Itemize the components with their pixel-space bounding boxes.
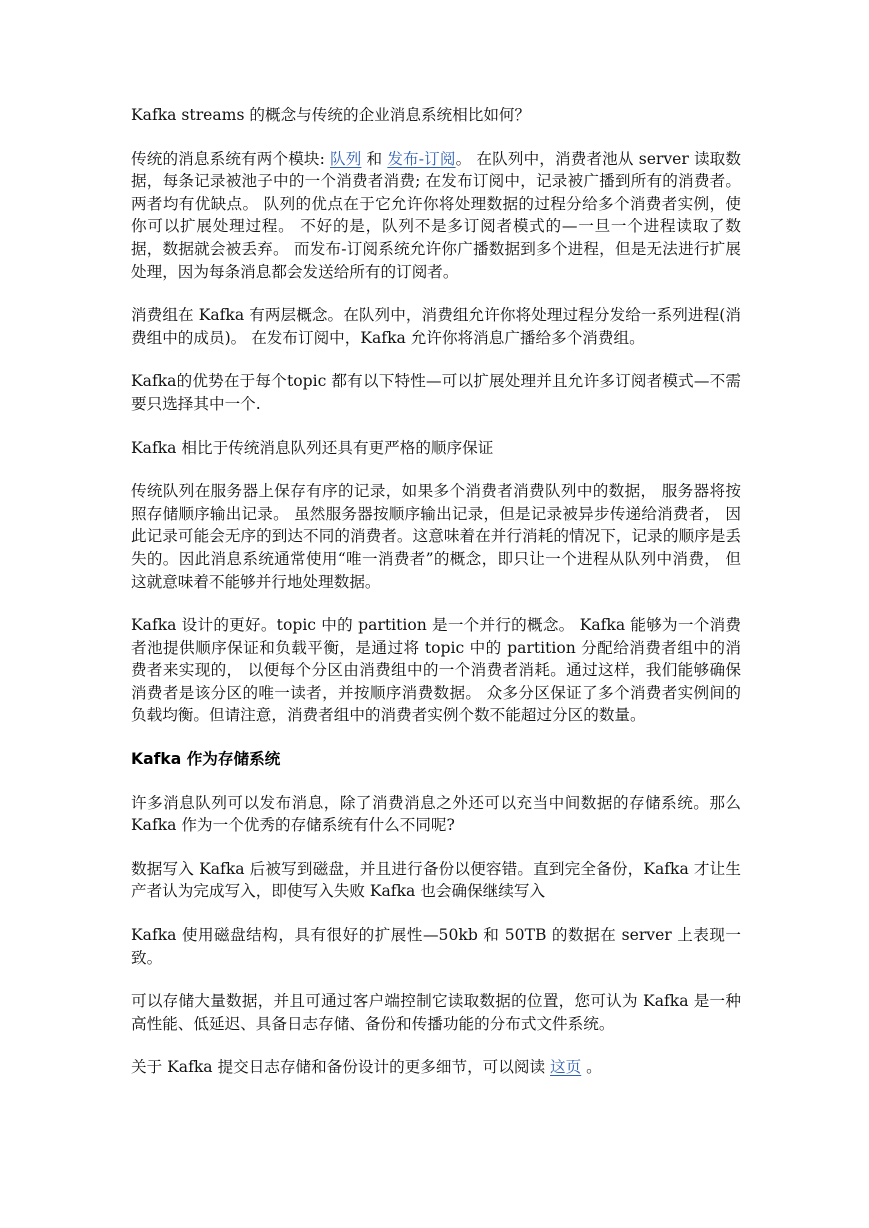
p1-text-a: 传统的消息系统有两个模块: <box>131 149 330 168</box>
ordering-guarantee-paragraph: Kafka 相比于传统消息队列还具有更严格的顺序保证 <box>131 438 494 457</box>
p11-text-b: 。 <box>581 1058 602 1077</box>
traditional-queue-paragraph: 传统队列在服务器上保存有序的记录，如果多个消费者消费队列中的数据， 服务器将按照存储顺序输出记录。 虽然服务器按顺序输出记录，但是记录被异步传递给消费者， 因此记录可能会无序的到达不同的消费者。这意味着在并行消耗的情况下，记录的顺序是丢失的。因此消息系统通常使用“唯一消费者”的概念，即只让一个进程从队列中消费， 但这就意味着不能够并行地处理数据。 <box>131 482 741 591</box>
more-details-paragraph <box>131 1056 741 1079</box>
disk-structure-paragraph: Kafka 使用磁盘结构，具有很好的扩展性—50kb 和 50TB 的数据在 server 上表现一致。 <box>131 926 741 967</box>
question-paragraph: Kafka streams 的概念与传统的企业消息系统相比如何？ <box>131 106 531 124</box>
kafka-design-paragraph: Kafka 设计的更好。topic 中的 partition 是一个并行的概念。 Kafka 能够为一个消费者池提供顺序保证和负载平衡，是通过将 topic 中的 partition 分配给消费者组中的消费者来实现的， 以便每个分区由消费组中的一个消费者消耗。通过这样，我们能够确保消费者是该分区的唯一读者，并按顺序消费数据。 众多分区保证了多个消费者实例间的负载均衡。但请注意，消费者组中的消费者实例个数不能超过分区的数量。 <box>131 616 741 725</box>
p1-text-c: 。 在队列中，消费者池从 server 读取数据，每条记录被池子中的一个消费者消费; 在发布订阅中，记录被广播到所有的消费者。两者均有优缺点。 队列的优点在于它允许你将处理数据的过程分给多个消费者实例，使你可以扩展处理过程。 不好的是，队列不是多订阅者模式的—一旦一个进程读取了数据，数据就会被丢弃。 而发布-订阅系统允许你广播数据到多个进程，但是无法进行扩展处理，因为每条消息都会发送给所有的订阅者。 <box>131 149 741 281</box>
large-storage-paragraph: 可以存储大量数据，并且可通过客户端控制它读取数据的位置，您可认为 Kafka 是一种高性能、低延迟、具备日志存储、备份和传播功能的分布式文件系统。 <box>131 992 741 1033</box>
queue-link[interactable]: 队列 <box>329 149 362 168</box>
document-body <box>131 104 741 1100</box>
storage-intro-paragraph: 许多消息队列可以发布消息，除了消费消息之外还可以充当中间数据的存储系统。那么 Kafka 作为一个优秀的存储系统有什么不同呢? <box>131 793 741 835</box>
disk-write-paragraph: 数据写入 Kafka 后被写到磁盘，并且进行备份以便容错。直到完全备份，Kafka 才让生产者认为完成写入，即使写入失败 Kafka 也会确保继续写入 <box>131 859 741 901</box>
p11-text-a: 关于 Kafka 提交日志存储和备份设计的更多细节，可以阅读 <box>131 1058 550 1077</box>
consumer-group-paragraph: 消费组在 Kafka 有两层概念。在队列中，消费组允许你将处理过程分发给一系列进程(消费组中的成员)。 在发布订阅中，Kafka 允许你将消息广播给多个消费组。 <box>131 306 741 347</box>
pubsub-link[interactable]: 发布-订阅 <box>387 149 456 168</box>
storage-section-heading: Kafka 作为存储系统 <box>131 750 281 769</box>
messaging-models-paragraph <box>131 148 741 284</box>
this-page-link[interactable]: 这页 <box>550 1058 582 1077</box>
p1-text-b: 和 <box>361 149 388 168</box>
kafka-advantage-paragraph: Kafka的优势在于每个topic 都有以下特性—可以扩展处理并且允许多订阅者模式—不需要只选择其中一个. <box>131 372 741 413</box>
